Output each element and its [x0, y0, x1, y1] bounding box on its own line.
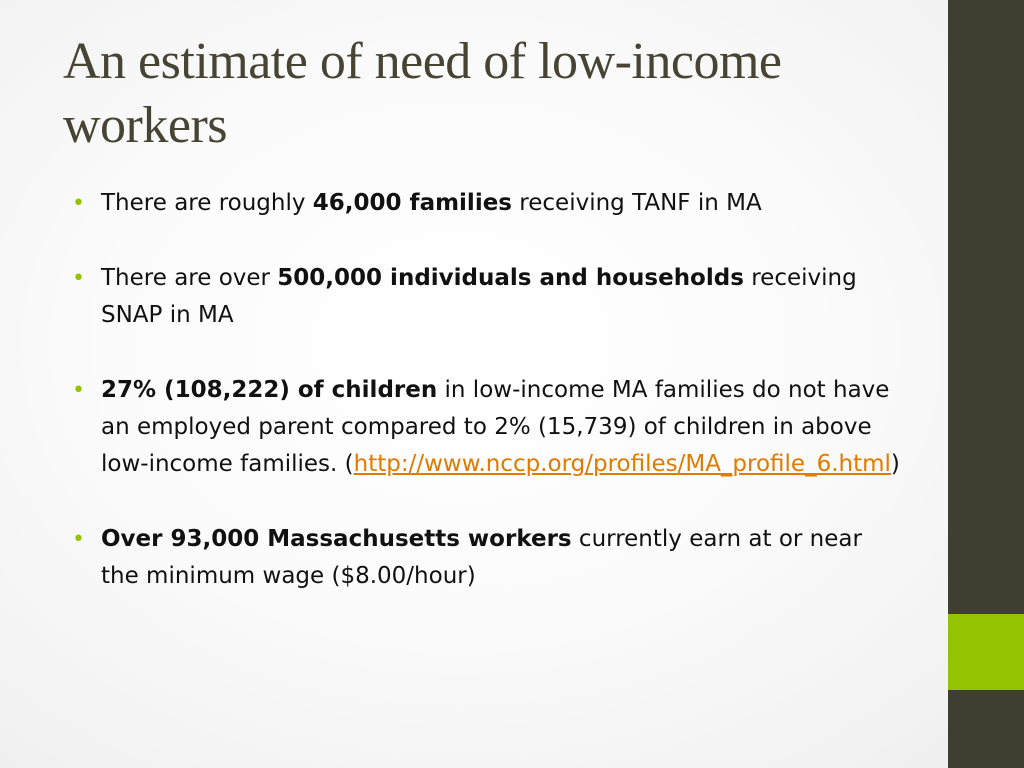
bullet-text-post: currently earn at or near the minimum wage ($8.00/hour)	[101, 526, 862, 589]
slide-title: An estimate of need of low-income workers	[63, 33, 782, 154]
bullet-dot-icon: •	[72, 527, 85, 552]
bullet-text	[101, 377, 900, 477]
bullet-text-post: in low-income MA families do not have an employed parent compared to 2% (15,739) of children in above low-income families. (	[101, 377, 890, 477]
bullet-list	[70, 185, 900, 633]
bullet-text-pre: There are roughly	[101, 190, 313, 216]
bullet-text-pre: There are over	[101, 265, 278, 291]
bullet-text-bold: 46,000 families	[312, 190, 512, 216]
bullet-text-after-link: )	[890, 451, 900, 477]
bullet-item-snap	[70, 260, 900, 334]
side-accent-block	[948, 614, 1024, 690]
bullet-text-post: receiving SNAP in MA	[101, 265, 857, 328]
bullet-text-post: receiving TANF in MA	[512, 190, 762, 216]
bullet-text	[101, 190, 762, 216]
bullet-item-children	[70, 372, 900, 483]
bullet-item-minimum-wage	[70, 521, 900, 595]
nccp-profile-link[interactable]: http://www.nccp.org/profiles/MA_profile_6.html	[353, 451, 891, 477]
bullet-text-bold: 27% (108,222) of children	[101, 377, 438, 403]
bullet-text-bold: Over 93,000 Massachusetts workers	[101, 526, 572, 552]
bullet-text-bold: 500,000 individuals and households	[277, 265, 744, 291]
bullet-dot-icon: •	[72, 266, 85, 291]
bullet-text	[101, 526, 862, 589]
bullet-item-tanf	[70, 185, 900, 222]
bullet-dot-icon: •	[72, 378, 85, 403]
bullet-dot-icon: •	[72, 191, 85, 216]
bullet-text	[101, 265, 857, 328]
